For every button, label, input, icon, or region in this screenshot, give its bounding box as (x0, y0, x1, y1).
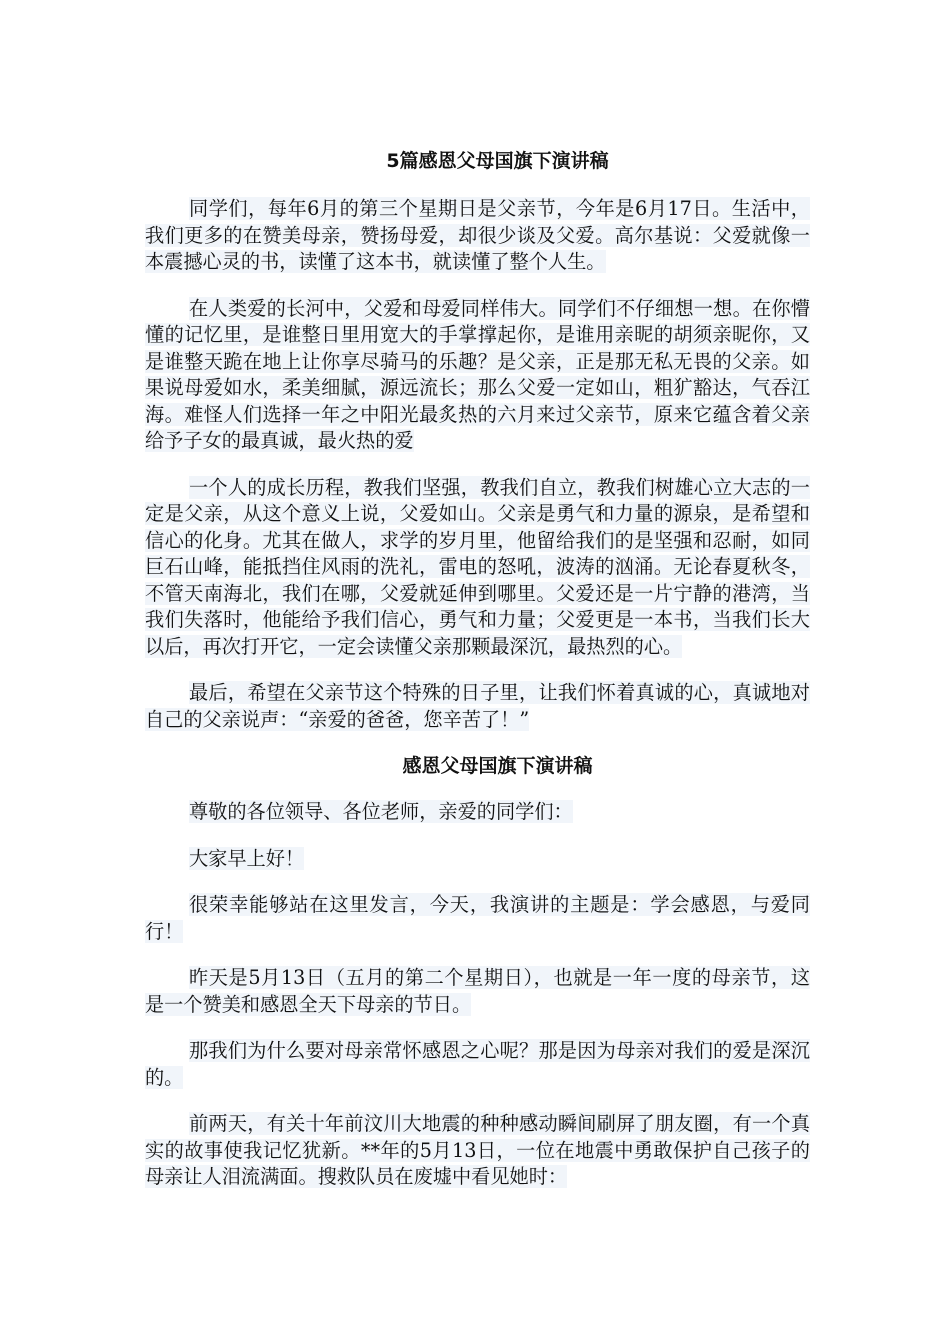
paragraph-text: 一个人的成长历程，教我们坚强，教我们自立，教我们树雄心立大志的一定是父亲，从这个意义上说，父爱如山。父亲是勇气和力量的源泉，是希望和信心的化身。尤其在做人，求学的岁月里，他留给我们的是坚强和忍耐，如同巨石山峰，能抵挡住风雨的洗礼，雷电的怒吼，波涛的汹涌。无论春夏秋冬，不管天南海北，我们在哪，父爱就延伸到哪里。父爱还是一片宁静的港湾，当我们失落时，他能给予我们信心，勇气和力量；父爱更是一本书，当我们长大以后，再次打开它，一定会读懂父亲那颗最深沉，最热烈的心。 (145, 475, 810, 658)
paragraph-text: 那我们为什么要对母亲常怀感恩之心呢？那是因为母亲对我们的爱是深沉的。 (145, 1039, 810, 1089)
paragraph-text: 很荣幸能够站在这里发言，今天，我演讲的主题是：学会感恩，与爱同行！ (145, 893, 810, 943)
paragraph-theme (145, 892, 810, 945)
paragraph-mothers-day (145, 965, 810, 1018)
paragraph-text: 前两天，有关十年前汶川大地震的种种感动瞬间刷屏了朋友圈，有一个真实的故事使我记忆犹新。**年的5月13日，一位在地震中勇敢保护自己孩子的母亲让人泪流满面。搜救队员在废墟中看见她时： (145, 1112, 810, 1188)
paragraph-text: 昨天是5月13日（五月的第二个星期日），也就是一年一度的母亲节，这是一个赞美和感恩全天下母亲的节日。 (145, 966, 810, 1016)
paragraph-text: 同学们，每年6月的第三个星期日是父亲节，今年是6月17日。生活中，我们更多的在赞美母亲，赞扬母爱，却很少谈及父爱。高尔基说：父爱就像一本震撼心灵的书，读懂了这本书，就读懂了整个人生。 (145, 197, 810, 273)
document-title: 5篇感恩父母国旗下演讲稿 (386, 150, 609, 172)
paragraph-text: 大家早上好！ (189, 846, 305, 870)
section-title: 感恩父母国旗下演讲稿 (402, 755, 593, 777)
document-body (145, 130, 810, 1211)
paragraph-salutation (145, 799, 810, 826)
paragraph-text: 尊敬的各位领导、各位老师，亲爱的同学们： (189, 800, 573, 823)
paragraph-why-gratitude (145, 1038, 810, 1091)
paragraph-earthquake-story (145, 1111, 810, 1191)
paragraph-text: 在人类爱的长河中，父爱和母爱同样伟大。同学们不仔细想一想。在你懵懂的记忆里，是谁整日里用宽大的手掌撑起你，是谁用亲昵的胡须亲昵你，又是谁整天跪在地上让你享尽骑马的乐趣？是父亲，正是那无私无畏的父亲。如果说母爱如水，柔美细腻，源远流长；那么父爱一定如山，粗犷豁达，气吞江海。难怪人们选择一年之中阳光最炙热的六月来过父亲节，原来它蕴含着父亲给予子女的最真诚，最火热的爱 (145, 296, 810, 452)
paragraph-closing-wish (145, 680, 810, 733)
paragraph-growth-journey (145, 475, 810, 661)
paragraph-fathers-day-intro (145, 196, 810, 276)
paragraph-text: 最后，希望在父亲节这个特殊的日子里，让我们怀着真诚的心，真诚地对自己的父亲说声：“亲爱的爸爸，您辛苦了！” (145, 681, 810, 731)
paragraph-greeting (145, 846, 810, 873)
paragraph-father-love-river (145, 296, 810, 455)
